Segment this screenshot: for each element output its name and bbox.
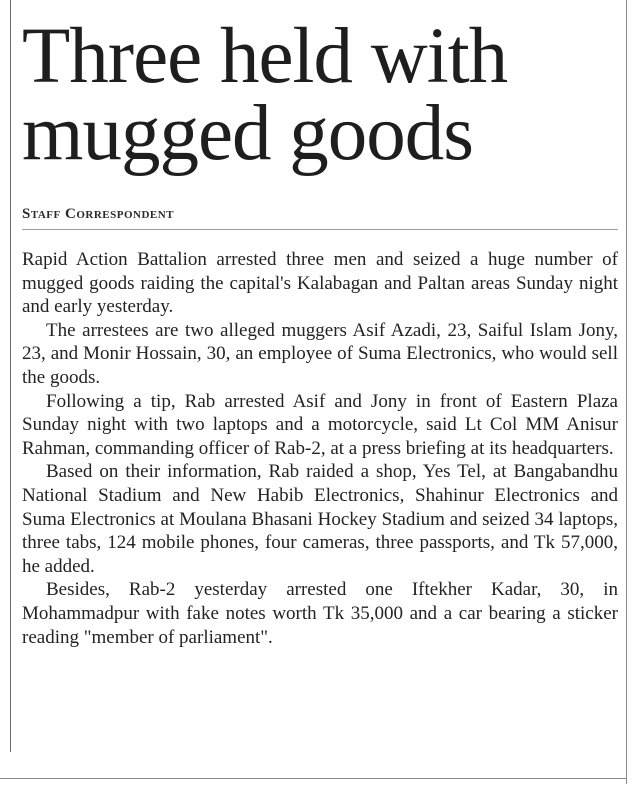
paragraph-3: Following a tip, Rab arrested Asif and Jony in front of Eastern Plaza Sunday night with two laptops and a motorcycle, said Lt Col MM Anisur Rahman, commanding officer of Rab-2, at a press briefing at its headquarters. <box>22 390 618 459</box>
headline <box>22 13 618 177</box>
headline-line-2: mugged goods <box>22 90 474 177</box>
right-column-rule <box>626 0 627 784</box>
byline: Staff Correspondent <box>22 206 175 222</box>
paragraph-4: Based on their information, Rab raided a shop, Yes Tel, at Bangabandhu National Stadium and New Habib Electronics, Shahinur Electronics and Suma Electronics at Moulana Bhasani Hockey Stadium and seized 34 laptops, three tabs, 124 mobile phones, four cameras, three passports, and Tk 57,000, he added. <box>22 461 618 577</box>
paragraph-2: The arrestees are two alleged muggers Asif Azadi, 23, Saiful Islam Jony, 23, and Monir Hossain, 30, an employee of Suma Electronics, who would sell the goods. <box>22 319 618 388</box>
headline-line-1: Three held with <box>22 13 508 100</box>
left-column-rule <box>10 0 11 752</box>
byline-divider <box>22 229 618 230</box>
article-body <box>22 248 618 649</box>
paragraph-1: Rapid Action Battalion arrested three men and seized a huge number of mugged goods raiding the capital's Kalabagan and Paltan areas Sunday night and early yesterday. <box>22 249 618 318</box>
paragraph-5: Besides, Rab-2 yesterday arrested one Iftekher Kadar, 30, in Mohammadpur with fake notes worth Tk 35,000 and a car bearing a sticker reading "member of parliament". <box>22 579 618 648</box>
bottom-rule <box>0 778 627 779</box>
